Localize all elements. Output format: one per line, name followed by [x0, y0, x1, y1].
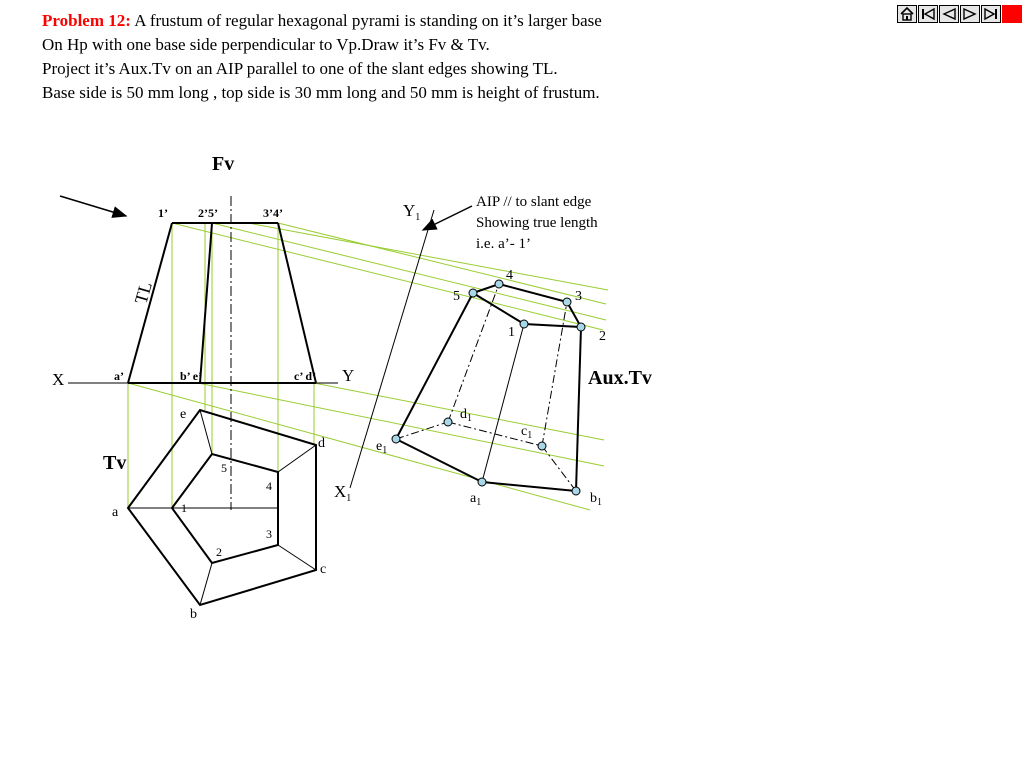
aux-point-d1	[444, 418, 452, 426]
aux-hidden-c1-3	[542, 302, 567, 446]
tv-point-d: d	[318, 436, 325, 451]
viewing-direction-arrow	[60, 196, 126, 216]
fv-point-25: 2’5’	[198, 206, 218, 220]
tv-point-3: 3	[266, 527, 272, 541]
aip-note-line-1: AIP // to slant edge	[476, 194, 592, 210]
projector-top-25	[212, 223, 606, 320]
tv-point-5: 5	[221, 461, 227, 475]
fv-point-34: 3’4’	[263, 206, 283, 220]
projector-top-34b	[248, 223, 608, 290]
x1-label: $X_1$	[334, 482, 352, 504]
aux-point-4	[495, 280, 503, 288]
aux-point-a1	[478, 478, 486, 486]
aux-label-e1: $e_1$	[376, 439, 388, 456]
problem-number: Problem 12:	[42, 11, 131, 30]
aux-edge-a1-1	[482, 324, 524, 482]
projector-top-34	[278, 223, 606, 304]
fv-point-a: a’	[114, 369, 124, 383]
y1-label: $Y_1$	[403, 201, 421, 223]
tv-point-4: 4	[266, 479, 272, 493]
projector-base-be	[198, 383, 604, 466]
aux-point-2	[577, 323, 585, 331]
aux-point-c1	[538, 442, 546, 450]
auxiliary-top-view	[396, 284, 581, 491]
tv-point-a: a	[112, 505, 119, 520]
tv-edge-b2	[200, 563, 212, 605]
tv-point-e: e	[180, 407, 187, 422]
aux-label-4: 4	[506, 268, 513, 283]
aux-label-d1: $d_1$	[460, 407, 472, 424]
problem-line-2: On Hp with one base side perpendicular to Vp.Draw it’s Fv & Tv.	[42, 35, 490, 54]
aux-point-3	[563, 298, 571, 306]
aux-label-1: 1	[508, 325, 515, 340]
aux-hidden-c1-b1	[542, 446, 576, 491]
tl-label: TL	[130, 279, 156, 307]
x-label: X	[52, 370, 65, 389]
problem-text-1: A frustum of regular hexagonal pyrami is standing on it’s larger base	[134, 11, 602, 30]
fv-label: Fv	[212, 153, 235, 175]
x1y1-reference-line	[350, 210, 434, 488]
aip-note-arrow	[423, 206, 472, 230]
aux-label-2: 2	[599, 329, 606, 344]
aux-label-c1: $c_1$	[521, 424, 533, 441]
projector-lines	[128, 223, 608, 510]
fv-slant-edge-be25	[200, 223, 212, 383]
fv-point-cd: c’ d’	[294, 369, 317, 383]
aip-note-line-3: i.e. a’- 1’	[476, 236, 531, 252]
projector-base-a	[128, 383, 590, 510]
tv-point-b: b	[190, 607, 197, 622]
aux-label-3: 3	[575, 289, 582, 304]
tv-edge-d4	[278, 445, 316, 472]
front-view	[128, 223, 316, 383]
aux-edge-a1-b1	[482, 482, 576, 491]
aux-tv-label: Aux.Tv	[588, 367, 652, 389]
tv-point-1: 1	[181, 501, 187, 515]
tv-edge-e5	[200, 410, 212, 454]
fv-point-1: 1’	[158, 206, 168, 220]
aip-note-line-2: Showing true length	[476, 215, 598, 231]
aux-label-5: 5	[453, 289, 460, 304]
projector-top-1	[172, 223, 603, 330]
aux-point-5	[469, 289, 477, 297]
tv-point-2: 2	[216, 545, 222, 559]
aux-point-1	[520, 320, 528, 328]
y-label: Y	[342, 366, 355, 385]
top-view	[128, 410, 316, 605]
aux-label-a1: $a_1$	[470, 491, 482, 508]
aux-point-e1	[392, 435, 400, 443]
tv-edge-c3	[278, 545, 316, 570]
fv-point-be: b’ e’	[180, 369, 203, 383]
problem-line-3: Project it’s Aux.Tv on an AIP parallel to one of the slant edges showing TL.	[42, 59, 558, 78]
aux-edge-b1-2	[576, 327, 581, 491]
aux-point-b1	[572, 487, 580, 495]
problem-line-4: Base side is 50 mm long , top side is 30 mm long and 50 mm is height of frustum.	[42, 83, 600, 102]
aux-label-b1: $b_1$	[590, 491, 602, 508]
tv-label: Tv	[103, 452, 127, 474]
tv-point-c: c	[320, 562, 327, 577]
